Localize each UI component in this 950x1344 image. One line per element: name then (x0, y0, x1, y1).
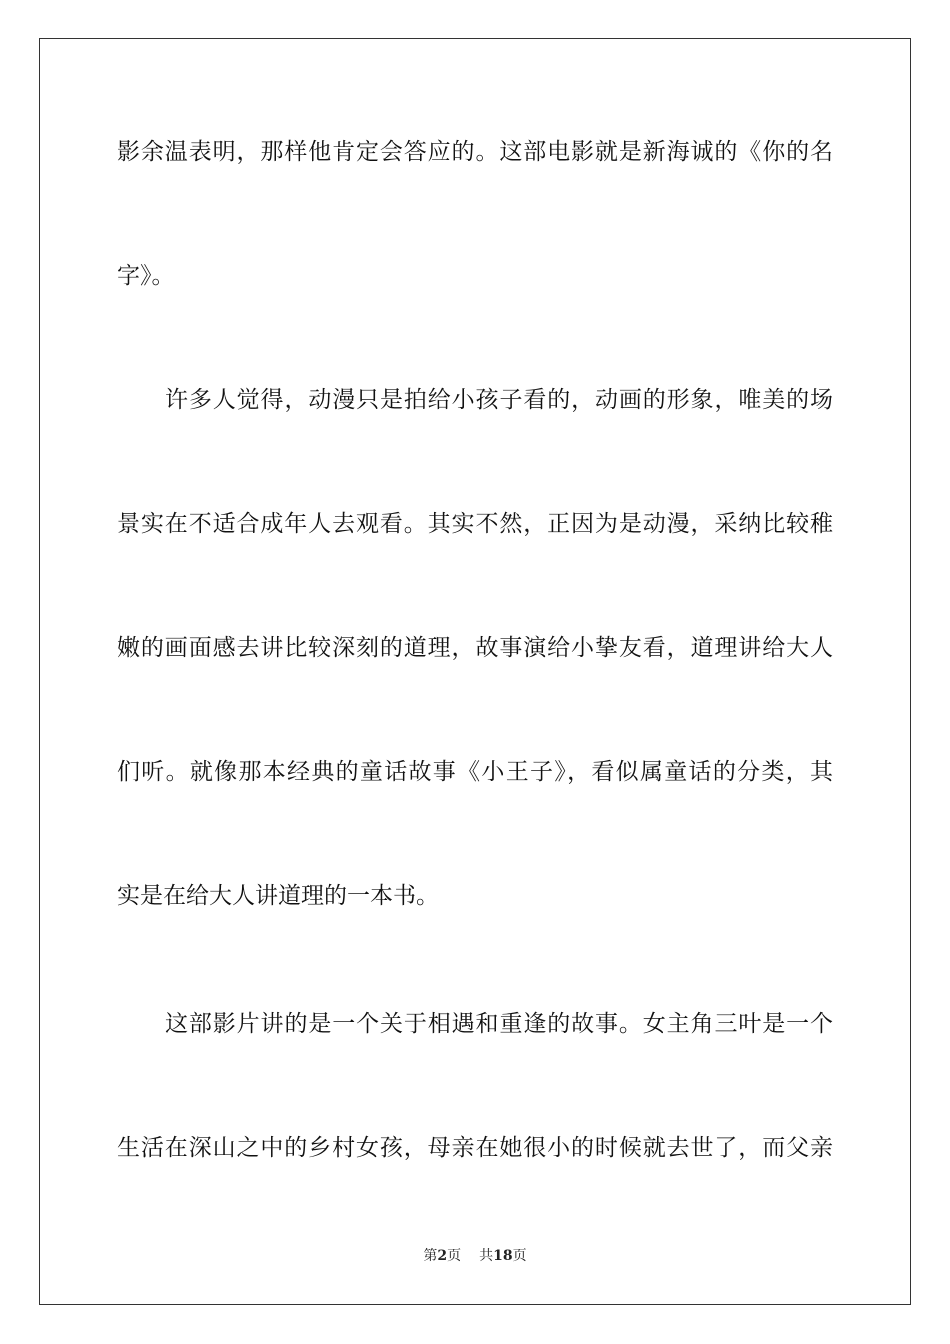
page-prefix: 第 (423, 1248, 438, 1264)
text-line: 实是在给大人讲道理的一本书。 (117, 883, 439, 909)
total-count: 18 (493, 1248, 513, 1264)
text-line: 嫩的画面感去讲比较深刻的道理，故事演给小挚友看，道理讲给大人 (117, 635, 833, 661)
total-prefix: 共 (479, 1248, 494, 1264)
current-page: 2 (437, 1248, 448, 1264)
paragraph-start-line: 这部影片讲的是一个关于相遇和重逢的故事。女主角三叶是一个 (165, 1011, 833, 1037)
paragraph-start-line: 许多人觉得，动漫只是拍给小孩子看的，动画的形象，唯美的场 (165, 387, 833, 413)
text-line: 景实在不适合成年人去观看。其实不然，正因为是动漫，采纳比较稚 (117, 511, 833, 537)
page-border (39, 38, 911, 1305)
page-footer (0, 1247, 950, 1265)
total-suffix: 页 (512, 1248, 527, 1264)
text-line: 们听。就像那本经典的童话故事《小王子》，看似属童话的分类，其 (117, 759, 833, 785)
page-suffix: 页 (447, 1248, 462, 1264)
text-line: 字》。 (117, 263, 175, 289)
text-line: 影余温表明，那样他肯定会答应的。这部电影就是新海诚的《你的名 (117, 139, 833, 165)
page-number (423, 1248, 461, 1264)
total-pages (479, 1248, 526, 1264)
text-line: 生活在深山之中的乡村女孩，母亲在她很小的时候就去世了，而父亲 (117, 1135, 833, 1161)
